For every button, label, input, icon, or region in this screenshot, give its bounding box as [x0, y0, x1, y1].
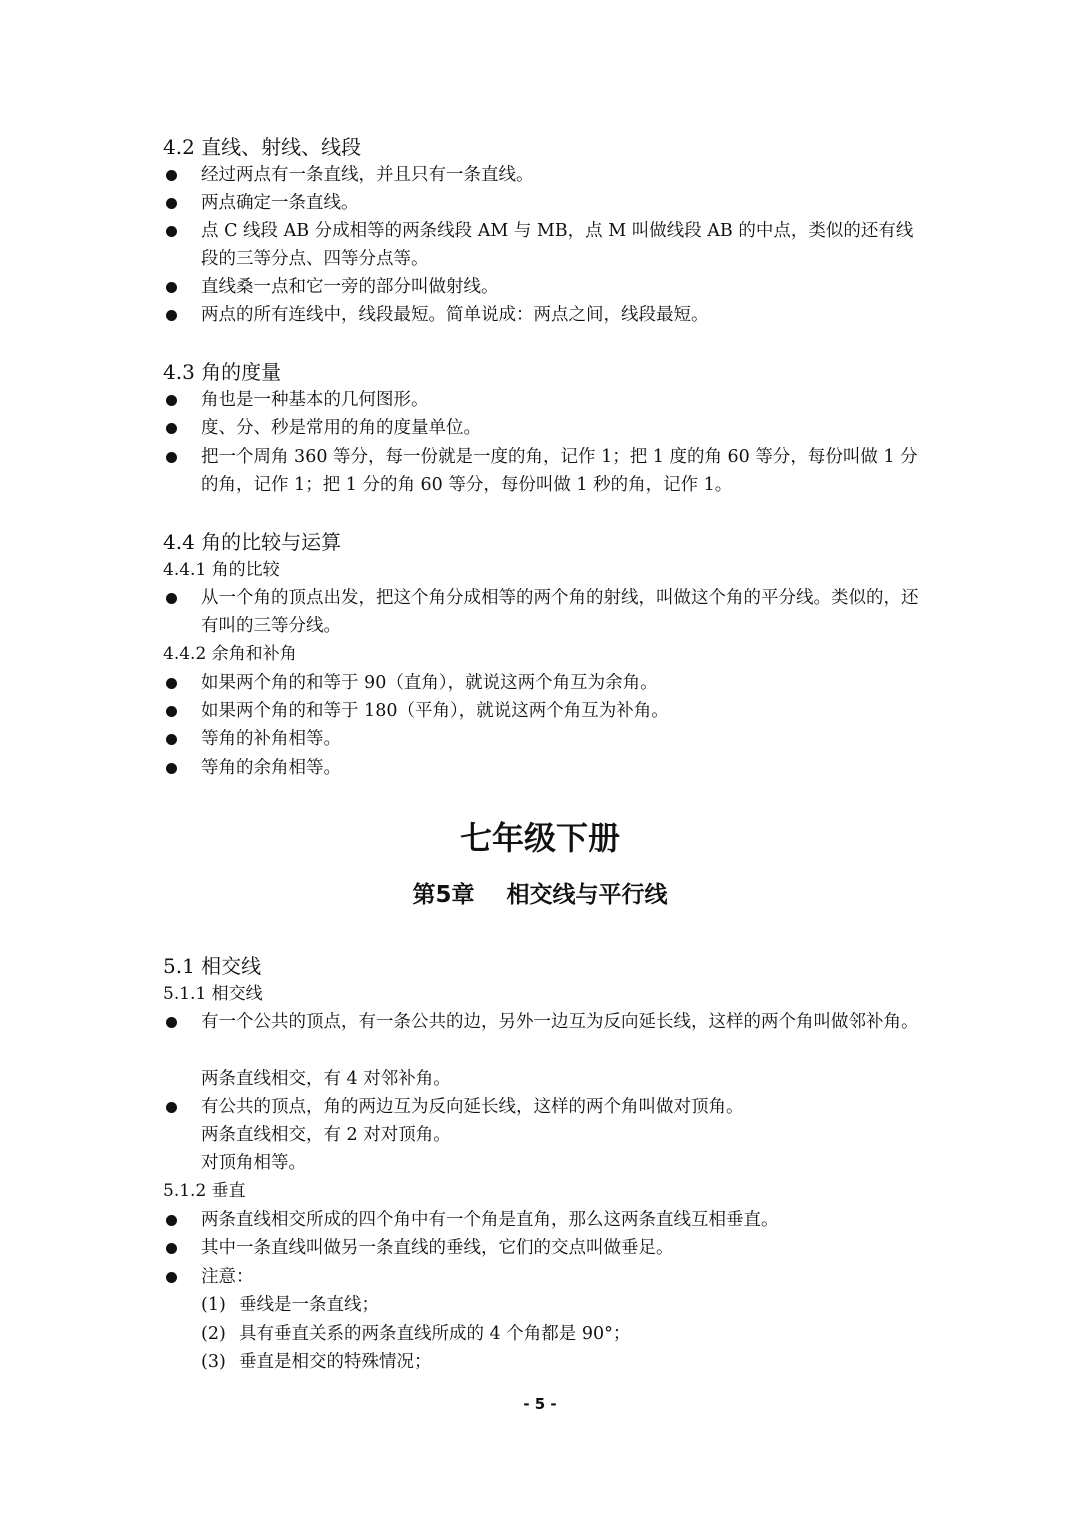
list-item-text: 两条直线相交所成的四个角中有一个角是直角，那么这两条直线互相垂直。 — [201, 1210, 779, 1230]
list-item-text: 等角的补角相等。 — [201, 729, 341, 749]
note-number: (1) — [201, 1295, 226, 1315]
bullet-icon — [166, 395, 177, 406]
list-item-text: 经过两点有一条直线，并且只有一条直线。 — [201, 165, 534, 185]
list-item-text: 如果两个角的和等于 180（平角），就说这两个角互为补角。 — [201, 701, 669, 721]
bullet-icon — [166, 452, 177, 463]
bullet-icon — [166, 282, 177, 293]
list-item-text: 两点确定一条直线。 — [201, 193, 359, 213]
list-item-text: 等角的余角相等。 — [201, 758, 341, 778]
bullet-icon — [166, 310, 177, 321]
subsection-title-5-1-1: 5.1.1 相交线 — [163, 984, 263, 1004]
numbered-note — [201, 1291, 379, 1319]
list-item-text: 如果两个角的和等于 90（直角），就说这两个角互为余角。 — [201, 673, 658, 693]
list-item-text: 度、分、秒是常用的角的度量单位。 — [201, 418, 481, 438]
list-item-text: 点 C 线段 AB 分成相等的两条线段 AM 与 MB，点 M 叫做线段 AB 的中点，类似的还有线段的三等分点、四等分点等。 — [201, 221, 914, 269]
bullet-icon — [166, 198, 177, 209]
bullet-icon — [166, 1102, 177, 1113]
list-item-text: 有公共的顶点，角的两边互为反向延长线，这样的两个角叫做对顶角。 — [201, 1097, 744, 1117]
bullet-icon — [166, 734, 177, 745]
bullet-icon — [166, 170, 177, 181]
list-item-text: 把一个周角 360 等分，每一份就是一度的角，记作 1；把 1 度的角 60 等分，每份叫做 1 分的角，记作 1；把 1 分的角 60 等分，每份叫做 1 秒的角，记作 1。 — [201, 447, 918, 495]
list-item-text: 其中一条直线叫做另一条直线的垂线，它们的交点叫做垂足。 — [201, 1238, 674, 1258]
bullet-icon — [166, 1215, 177, 1226]
bullet-icon — [166, 706, 177, 717]
bullet-icon — [166, 423, 177, 434]
page-number: - 5 - — [523, 1395, 557, 1413]
note-text: 两条直线相交，有 4 对邻补角。 — [201, 1069, 451, 1089]
list-item-text: 直线桑一点和它一旁的部分叫做射线。 — [201, 277, 499, 297]
list-item-text: 从一个角的顶点出发，把这个角分成相等的两个角的射线，叫做这个角的平分线。类似的，还有叫的三等分线。 — [201, 588, 919, 636]
note-text: 两条直线相交，有 2 对对顶角。 — [201, 1125, 451, 1145]
list-item-text: 两点的所有连线中，线段最短。简单说成：两点之间，线段最短。 — [201, 305, 709, 325]
note-text: 垂线是一条直线； — [239, 1295, 379, 1315]
section-title-5-1: 5.1 相交线 — [163, 954, 262, 978]
note-text: 对顶角相等。 — [201, 1153, 306, 1173]
bullet-icon — [166, 226, 177, 237]
bullet-icon — [166, 1272, 177, 1283]
volume-title: 七年级下册 — [459, 819, 620, 857]
section-title-4-3: 4.3 角的度量 — [163, 360, 282, 384]
bullet-icon — [166, 678, 177, 689]
numbered-note — [201, 1348, 432, 1376]
note-number: (3) — [201, 1352, 226, 1372]
subsection-title-4-4-2: 4.4.2 余角和补角 — [163, 644, 297, 664]
section-title-4-2: 4.2 直线、射线、线段 — [163, 135, 362, 159]
list-item-text: 注意： — [201, 1267, 254, 1287]
bullet-icon — [166, 763, 177, 774]
list-item-text: 有一个公共的顶点，有一条公共的边，另外一边互为反向延长线，这样的两个角叫做邻补角。 — [201, 1012, 919, 1032]
list-item-text: 角也是一种基本的几何图形。 — [201, 390, 429, 410]
subsection-title-4-4-1: 4.4.1 角的比较 — [163, 560, 280, 580]
note-number: (2) — [201, 1324, 226, 1344]
note-text: 具有垂直关系的两条直线所成的 4 个角都是 90°； — [239, 1324, 631, 1344]
numbered-note — [201, 1320, 630, 1348]
section-title-4-4: 4.4 角的比较与运算 — [163, 530, 342, 554]
bullet-icon — [166, 1017, 177, 1028]
bullet-icon — [166, 1243, 177, 1254]
subsection-title-5-1-2: 5.1.2 垂直 — [163, 1181, 246, 1201]
note-text: 垂直是相交的特殊情况； — [239, 1352, 432, 1372]
chapter-title: 第5章 相交线与平行线 — [412, 882, 668, 908]
bullet-icon — [166, 593, 177, 604]
